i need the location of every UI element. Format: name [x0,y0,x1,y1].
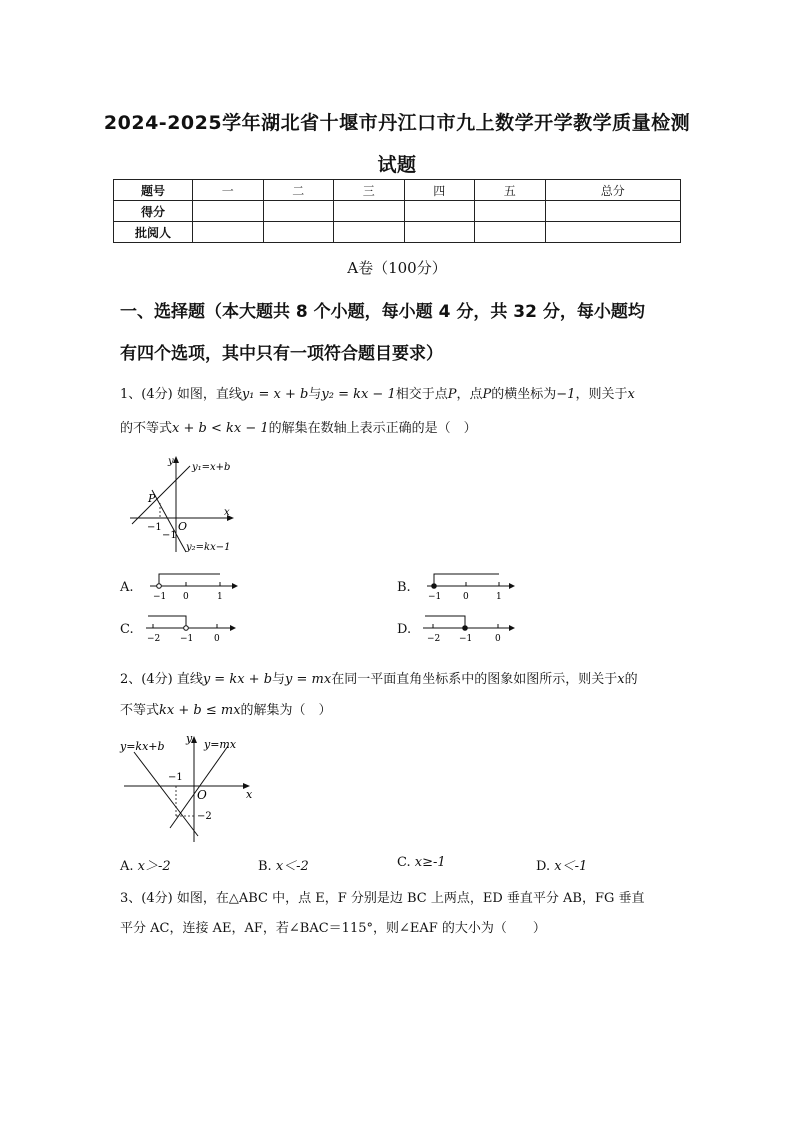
q1-text: 1、(4分) 如图，直线 [120,387,242,402]
origin-label: O [197,788,207,802]
score-header-cell: 三 [334,180,405,201]
score-cell [545,222,681,243]
score-cell [193,201,264,222]
score-cell [334,222,405,243]
neg1-label: −1 [168,772,183,783]
option-text: x＜-2 [275,859,309,874]
q3-stem-line1: 3、(4分) 如图，在△ABC 中，点 E，F 分别是边 BC 上两点，ED 垂直平分 AB，FG 垂直 [120,891,645,906]
score-cell [404,201,475,222]
q2-text: 2、(4分) 直线 [120,672,203,687]
reviewer-row-label: 批阅人 [114,222,193,243]
q1-text: ，则关于 [575,387,628,402]
solution-ray [425,616,465,628]
axis-arrow-icon [232,583,238,589]
origin-label: O [178,520,188,533]
y-label: y [168,456,174,467]
q2-text: 不等式 [120,703,160,718]
score-header-cell: 二 [263,180,334,201]
q1-option-c-numberline[interactable] [144,612,240,644]
volume-heading: A卷（100分） [347,259,447,277]
q2-text: 的解集为（ ） [240,703,332,718]
q2-formula: kx + b ≤ mx [159,703,241,718]
q1-formula: −1 [556,387,576,402]
tick-label: −1 [428,592,442,602]
q2-stem-line1 [120,668,638,687]
q1-option-d-numberline[interactable] [421,612,519,644]
q1-text: 相交于点 [395,387,448,402]
q1-formula: P [447,387,457,402]
score-header-cell: 一 [193,180,264,201]
q2-text: 的 [624,672,638,687]
open-dot [184,626,189,631]
score-row-label: 得分 [114,201,193,222]
tick-label: 0 [495,634,501,644]
score-cell [475,201,546,222]
x-label: x [224,507,230,518]
p-label: P [148,492,156,505]
q1-stem-line1 [120,383,635,402]
q1-graph-figure [124,452,244,554]
option-text: x≥-1 [414,855,446,870]
q1-text: 与 [308,387,322,402]
y-axis-arrow-icon [173,456,179,463]
axis-arrow-icon [509,583,515,589]
q1-formula: y₁ = x + b [241,387,309,402]
q2-formula: x [617,672,625,687]
tick-label: −2 [147,634,161,644]
q2-text: 与 [272,672,286,687]
q2-formula: y = mx [285,672,332,687]
line-y1 [132,466,190,524]
q1-option-a-numberline[interactable] [146,570,242,602]
score-table-header-row [114,180,681,201]
tick-label: −2 [427,634,441,644]
tick-label: 1 [496,592,502,602]
open-dot [157,584,162,589]
tick-label: −1 [459,634,473,644]
q1-formula: x + b < kx − 1 [172,421,269,436]
tick-label: −1 [180,634,194,644]
q2-option-a[interactable] [120,855,171,874]
q1-text: 的解集在数轴上表示正确的是（ ） [268,421,477,436]
neg2-label: −2 [197,811,212,822]
option-text: x＞-2 [137,859,171,874]
q2-text: 在同一平面直角坐标系中的图象如图所示，则关于 [331,672,618,687]
q1-option-a-label[interactable]: A. [120,580,134,595]
q2-option-d[interactable] [536,855,587,874]
score-cell [404,222,475,243]
q1-text: 的不等式 [120,421,173,436]
tick-label: 0 [214,634,220,644]
tick-label: 0 [183,592,189,602]
section1-line1: 一、选择题（本大题共 8 个小题，每小题 4 分，共 32 分，每小题均 [120,302,645,322]
q1-formula: P [482,387,492,402]
section1-line2: 有四个选项，其中只有一项符合题目要求） [120,344,443,364]
q2-option-b[interactable] [258,855,309,874]
tick-label: 1 [217,592,223,602]
solid-dot [463,626,468,631]
tick-label: −1 [153,592,167,602]
score-cell [545,201,681,222]
option-label: D. [536,859,551,874]
q1-option-d-label[interactable]: D. [397,622,412,637]
solution-ray [148,616,186,628]
q1-formula: y₂ = kx − 1 [321,387,396,402]
axis-arrow-icon [230,625,236,631]
score-header-cell: 五 [475,180,546,201]
score-cell [263,201,334,222]
score-row [114,201,681,222]
q1-text: 的横坐标为 [491,387,557,402]
x-label: x [246,788,253,801]
axis-arrow-icon [509,625,515,631]
neg1-label: −1 [147,522,162,533]
line-kx-plus-b [134,752,198,836]
reviewer-row [114,222,681,243]
q1-stem-line2 [120,417,477,436]
q2-stem-line2 [120,699,332,718]
q2-formula: y = kx + b [202,672,273,687]
score-cell [475,222,546,243]
exam-title-line1: 2024-2025学年湖北省十堰市丹江口市九上数学开学教学质量检测 [103,112,691,134]
line1-label: y=kx+b [120,740,165,753]
y1-label: y₁=x+b [192,462,231,473]
exam-title-line2: 试题 [377,154,417,176]
q2-option-c[interactable] [397,855,446,870]
option-label: A. [120,859,134,874]
q2-graph-figure [118,730,260,844]
tick-label: 0 [463,592,469,602]
line2-label: y=mx [204,738,237,751]
score-header-cell: 四 [404,180,475,201]
score-header-cell: 题号 [114,180,193,201]
neg1b-label: −1 [162,530,177,541]
score-cell [193,222,264,243]
q1-option-c-label[interactable]: C. [120,622,134,637]
q1-option-b-numberline[interactable] [423,570,519,602]
score-header-cell: 总分 [545,180,681,201]
option-label: C. [397,855,411,870]
q3-stem-line2: 平分 AC，连接 AE，AF，若∠BAC＝115°，则∠EAF 的大小为（ ） [120,921,546,936]
option-label: B. [258,859,272,874]
option-text: x＜-1 [554,859,588,874]
solution-ray [159,574,220,586]
score-cell [263,222,334,243]
solid-dot [432,584,437,589]
score-table [113,179,681,243]
q1-text: ，点 [456,387,483,402]
q1-option-b-label[interactable]: B. [397,580,411,595]
score-cell [334,201,405,222]
q1-formula: x [627,387,635,402]
y-label: y [186,732,193,745]
y2-label: y₂=kx−1 [186,542,231,553]
